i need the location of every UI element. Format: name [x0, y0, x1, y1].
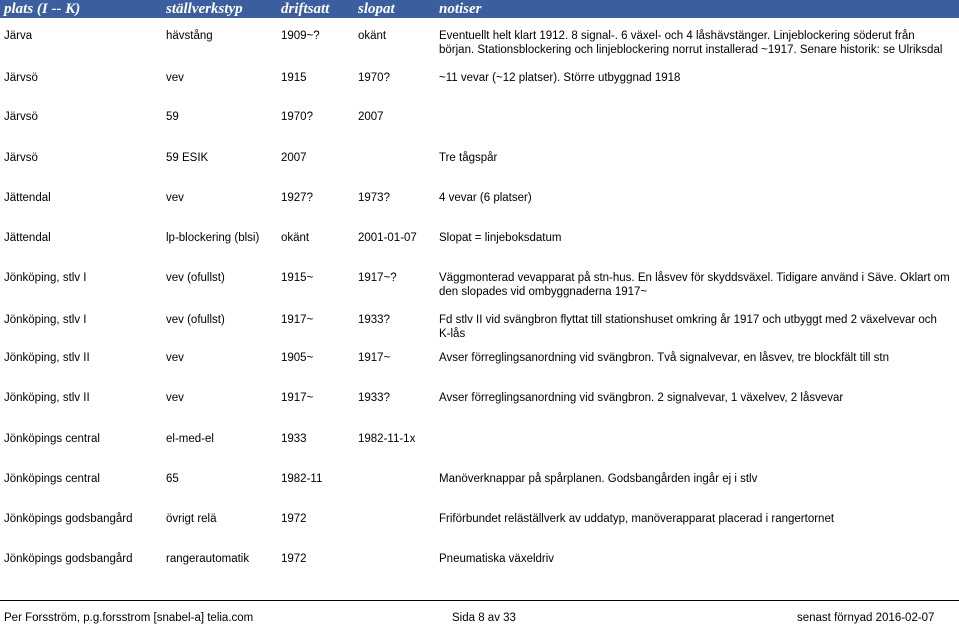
cell-driftsatt: 2007 [281, 152, 307, 164]
cell-plats: Jönköping, stlv I [4, 272, 87, 284]
cell-slopat: 1933? [358, 392, 390, 404]
cell-slopat: 1933? [358, 314, 390, 326]
cell-plats: Jönköping, stlv II [4, 352, 90, 364]
cell-plats: Jättendal [4, 192, 51, 204]
cell-notiser: 4 vevar (6 platser) [439, 192, 532, 204]
cell-driftsatt: 1915 [281, 72, 307, 84]
cell-notiser: Slopat = linjeboksdatum [439, 232, 562, 244]
cell-plats: Jönköpings central [4, 433, 100, 445]
footer-updated-date: senast förnyad 2016-02-07 [797, 612, 935, 624]
cell-plats: Jönköpings godsbangård [4, 513, 133, 525]
cell-notiser: Avser förreglingsanordning vid svängbron. 2 signalvevar, 1 växelvev, 2 låsvevar [439, 392, 844, 404]
cell-slopat: okänt [358, 30, 387, 42]
cell-stallverkstyp: rangerautomatik [166, 553, 250, 565]
cell-stallverkstyp: 65 [166, 473, 179, 485]
cell-driftsatt: 1905~ [281, 352, 314, 364]
cell-stallverkstyp: el-med-el [166, 433, 214, 445]
cell-slopat: 2001-01-07 [358, 232, 417, 244]
cell-driftsatt: 1917~ [281, 392, 314, 404]
cell-driftsatt: okänt [281, 232, 310, 244]
cell-notiser: Eventuellt helt klart 1912. 8 signal-. 6 växel- och 4 låshävstänger. Linjeblockering söderut från början. Stationsblockering och linjeblockering norrut installerad ~1917. Senare historik: se Ulriksdal [439, 30, 943, 56]
cell-stallverkstyp: 59 [166, 111, 179, 123]
cell-stallverkstyp: övrigt relä [166, 513, 217, 525]
cell-plats: Järvsö [4, 72, 38, 84]
cell-driftsatt: 1917~ [281, 314, 314, 326]
cell-slopat: 2007 [358, 111, 384, 123]
cell-slopat: 1917~ [358, 352, 391, 364]
cell-plats: Jättendal [4, 232, 51, 244]
cell-stallverkstyp: hävstång [166, 30, 213, 42]
cell-plats: Jönköpings central [4, 473, 100, 485]
cell-plats: Järva [4, 30, 33, 42]
cell-stallverkstyp: vev (ofullst) [166, 314, 225, 326]
cell-slopat: 1917~? [358, 272, 397, 284]
cell-notiser: Tre tågspår [439, 152, 498, 164]
cell-driftsatt: 1927? [281, 192, 313, 204]
cell-driftsatt: 1982-11 [281, 473, 323, 485]
cell-driftsatt: 1915~ [281, 272, 314, 284]
footer-author: Per Forsström, p.g.forsstrom [snabel-a] telia.com [4, 612, 254, 624]
cell-driftsatt: 1909~? [281, 30, 320, 42]
footer-divider [0, 600, 959, 601]
header-plats: plats (I -- K) [4, 1, 81, 17]
cell-plats: Järvsö [4, 152, 38, 164]
cell-notiser: Fd stlv II vid svängbron flyttat till stationshuset omkring år 1917 och utbyggt med 2 växelvevar och K-lås [439, 314, 937, 340]
cell-stallverkstyp: vev (ofullst) [166, 272, 225, 284]
cell-plats: Jönköping, stlv I [4, 314, 87, 326]
cell-driftsatt: 1933 [281, 433, 307, 445]
cell-stallverkstyp: lp-blockering (blsi) [166, 232, 260, 244]
cell-notiser: Friförbundet reläställverk av uddatyp, manöverapparat placerad i rangertornet [439, 513, 835, 525]
header-slopat: slopat [358, 1, 395, 17]
cell-notiser: Väggmonterad vevapparat på stn-hus. En låsvev för skyddsväxel. Tidigare använd i Säve. Oklart om den slopades vid ombyggnaderna 1917~ [439, 272, 950, 298]
cell-plats: Jönköping, stlv II [4, 392, 90, 404]
cell-stallverkstyp: vev [166, 192, 184, 204]
header-stallverkstyp: ställverkstyp [166, 1, 243, 17]
header-notiser: notiser [439, 1, 482, 17]
cell-stallverkstyp: 59 ESIK [166, 152, 209, 164]
cell-driftsatt: 1972 [281, 553, 307, 565]
cell-notiser: Manöverknappar på spårplanen. Godsbangården ingår ej i stlv [439, 473, 758, 485]
cell-notiser: Avser förreglingsanordning vid svängbron. Två signalvevar, en låsvev, tre blockfält till stn [439, 352, 890, 364]
cell-stallverkstyp: vev [166, 352, 184, 364]
cell-slopat: 1982-11-1x [358, 433, 416, 445]
cell-plats: Järvsö [4, 111, 38, 123]
footer-page-number: Sida 8 av 33 [452, 612, 516, 624]
cell-stallverkstyp: vev [166, 392, 184, 404]
cell-plats: Jönköpings godsbangård [4, 553, 133, 565]
cell-stallverkstyp: vev [166, 72, 184, 84]
cell-slopat: 1973? [358, 192, 390, 204]
header-driftsatt: driftsatt [281, 1, 330, 17]
cell-notiser: Pneumatiska växeldriv [439, 553, 555, 565]
cell-notiser: ~11 vevar (~12 platser). Större utbyggnad 1918 [439, 72, 681, 84]
cell-slopat: 1970? [358, 72, 390, 84]
cell-driftsatt: 1970? [281, 111, 313, 123]
cell-driftsatt: 1972 [281, 513, 307, 525]
